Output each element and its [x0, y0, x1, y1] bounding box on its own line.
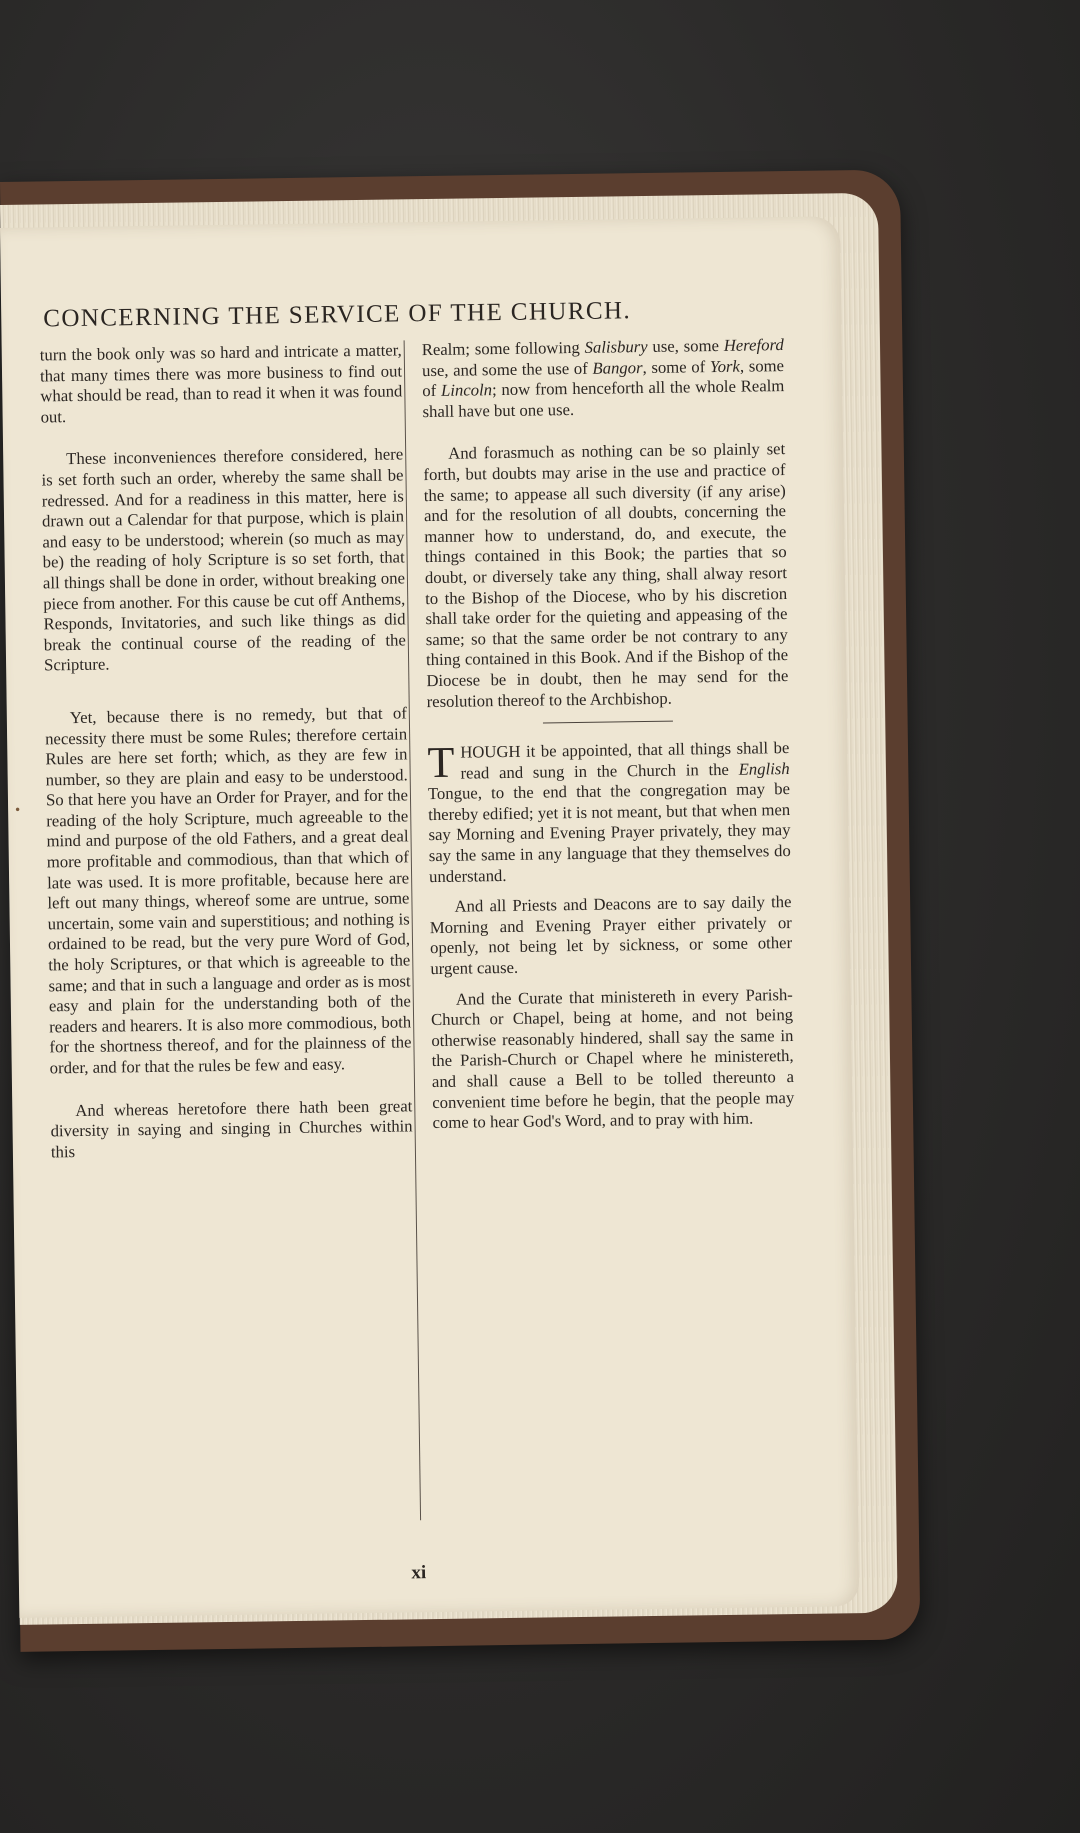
paragraph: turn the book only was so hard and intricate a matter, that many times there was more business to find out what should be read, than to read it when it was found out. — [39, 340, 403, 427]
place-name: Lincoln — [440, 380, 493, 401]
place-name: Hereford — [723, 335, 784, 355]
book-page — [0, 216, 859, 1618]
drop-cap: T — [427, 737, 455, 788]
paragraph: THOUGH it be appointed, that all things shall be read and sung in the Church in the English Tongue, to the end that the congregation may be thereby edified; yet it is not meant, but that when men say Morning and Evening Prayer privately, they may say the same in any language that they themselves do understand. — [427, 737, 791, 886]
paragraph: And the Curate that ministereth in every Parish-Church or Chapel, being at home, and not being otherwise reasonably hindered, shall say the same in the Parish-Church or Chapel where he ministereth, and shall cause a Bell to be tolled thereunto a convenient time before he begin, that the people may come to hear God's Word, and to pray with him. — [430, 984, 795, 1133]
paragraph: And all Priests and Deacons are to say daily the Morning and Evening Prayer either privately or openly, not being let by sickness, or some other urgent cause. — [429, 892, 793, 979]
paragraph: And whereas heretofore there hath been great diversity in saying and singing in Churches within this — [50, 1095, 413, 1162]
running-head: CONCERNING THE SERVICE OF THE CHURCH. — [43, 297, 632, 333]
right-column — [422, 335, 795, 1134]
paragraph: These inconveniences therefore considered, here is set forth such an order, whereby the same shall be redressed. And for a readiness in this matter, here is drawn out a Calendar for that purpose, which is plain and easy to be understood; wherein (so much as may be) the reading of holy Scripture is so set forth, that all things shall be done in order, without breaking one piece from another. For this cause be cut off Anthems, Responds, Invitatories, and such like things as did break the continual course of the reading of the Scripture. — [41, 444, 406, 675]
place-name: Salisbury — [584, 336, 648, 357]
paragraph: Realm; some following Salisbury use, some Hereford use, and some the use of Bangor, some of York, some of Lincoln; now from henceforth all the whole Realm shall have but one use. — [421, 335, 785, 421]
paragraph: Yet, because there is no remedy, but that of necessity there must be some Rules; therefore certain Rules are here set forth; which, as they are few in number, so they are plain and easy to be understood. So that here you have an Order for Prayer, and for the reading of the holy Scripture, much agreeable to the mind and purpose of the old Fathers, and a great deal more profitable and commodious, than that which of late was used. It is more profitable, because here are left out many things, whereof some are untrue, some uncertain, some vain and superstitious; and nothing is ordained to be read, but the very pure Word of God, the holy Scriptures, or that which is agreeable to the same; and that in such a language and order as is most easy and plain for the understanding both of the readers and hearers. It is also more commodious, both for the shortness thereof, and for the plainness of the order, and for that the rules be few and easy. — [44, 703, 412, 1078]
page-number: xi — [411, 1562, 427, 1584]
left-column — [40, 340, 413, 1162]
ink-fleck: • — [14, 802, 22, 817]
paragraph: And forasmuch as nothing can be so plainly set forth, but doubts may arise in the use and practice of the same; to appease all such diversity (if any arise) and for the resolution of all doubts, concerning the manner how to understand, do, and execute, the things contained in this Book; the parties that so doubt, or diversely take any thing, shall alway resort to the Bishop of the Diocese, who by his discretion shall take order for the quieting and appeasing of the same; so that the same order be not contrary to any thing contained in this Book. And if the Bishop of the Diocese be in doubt, then he may send for the resolution thereof to the Archbishop. — [423, 439, 789, 711]
place-name: Bangor — [592, 357, 643, 378]
emphasis: English — [738, 758, 790, 779]
section-divider — [543, 721, 673, 724]
place-name: York — [709, 356, 741, 376]
